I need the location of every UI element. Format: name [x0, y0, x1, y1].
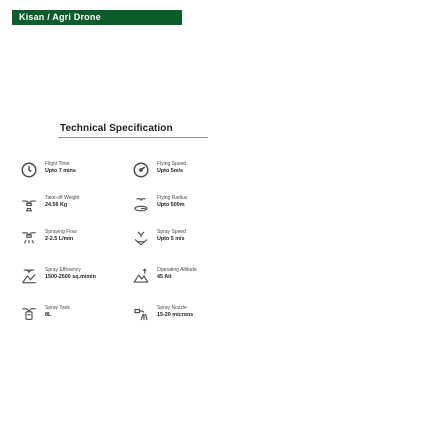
spec-operating-altitude — [132, 266, 252, 290]
spec-label: Spray Nozzle — [157, 305, 187, 311]
spec-spraying-flow — [20, 228, 140, 252]
spec-spray-efficiency — [20, 266, 140, 290]
spec-label: Spray Efficiency — [45, 267, 81, 273]
spec-value: 1500-2500 sq.m/min — [45, 274, 96, 280]
spec-value: Upto 5m/s — [157, 168, 184, 174]
spec-label: Spray Speed — [157, 229, 186, 235]
nozzle-icon — [132, 305, 150, 323]
spec-value: 8L — [45, 312, 52, 318]
spec-value: 2-2.5 L/min — [45, 236, 74, 242]
spec-value: Upto 5 m/s — [157, 236, 185, 242]
spec-value: 15-20 microns — [157, 312, 194, 318]
speed-icon — [132, 161, 150, 179]
spec-label: Flight Time — [45, 161, 70, 167]
spec-spray-speed — [132, 228, 252, 252]
spec-label: Flying Radius — [157, 195, 188, 201]
spec-value: 45 Ait — [157, 274, 172, 280]
altitude-icon — [132, 267, 150, 285]
spray-speed-icon — [132, 229, 150, 247]
spec-takeoff-weight — [20, 194, 140, 218]
spec-label: Spray Tank — [45, 305, 70, 311]
spec-label: Spraying Flow — [45, 229, 77, 235]
spec-label: Take-off Weight — [45, 195, 80, 201]
spray-drone-icon — [20, 229, 38, 247]
field-spray-icon — [20, 267, 38, 285]
radius-icon — [132, 195, 150, 213]
spec-spray-tank — [20, 304, 140, 328]
spec-label: Flying Speed — [157, 161, 187, 167]
spec-label: Operating Altitude — [157, 267, 197, 273]
spec-flying-radius — [132, 194, 252, 218]
tank-drone-icon — [20, 305, 38, 323]
spec-value: Upto 7 mins — [45, 168, 76, 174]
drone-weight-icon — [20, 195, 38, 213]
spec-flying-speed — [132, 160, 252, 184]
spec-value: Upto 500m — [157, 202, 185, 208]
spec-flight-time — [20, 160, 140, 184]
title-divider — [58, 137, 208, 138]
spec-value: 24.56 Kg — [45, 202, 68, 208]
brand-banner: Kisan / Agri Drone — [12, 10, 182, 25]
clock-icon — [20, 161, 38, 179]
section-title: Technical Specification — [60, 123, 173, 134]
spec-spray-nozzle — [132, 304, 252, 328]
